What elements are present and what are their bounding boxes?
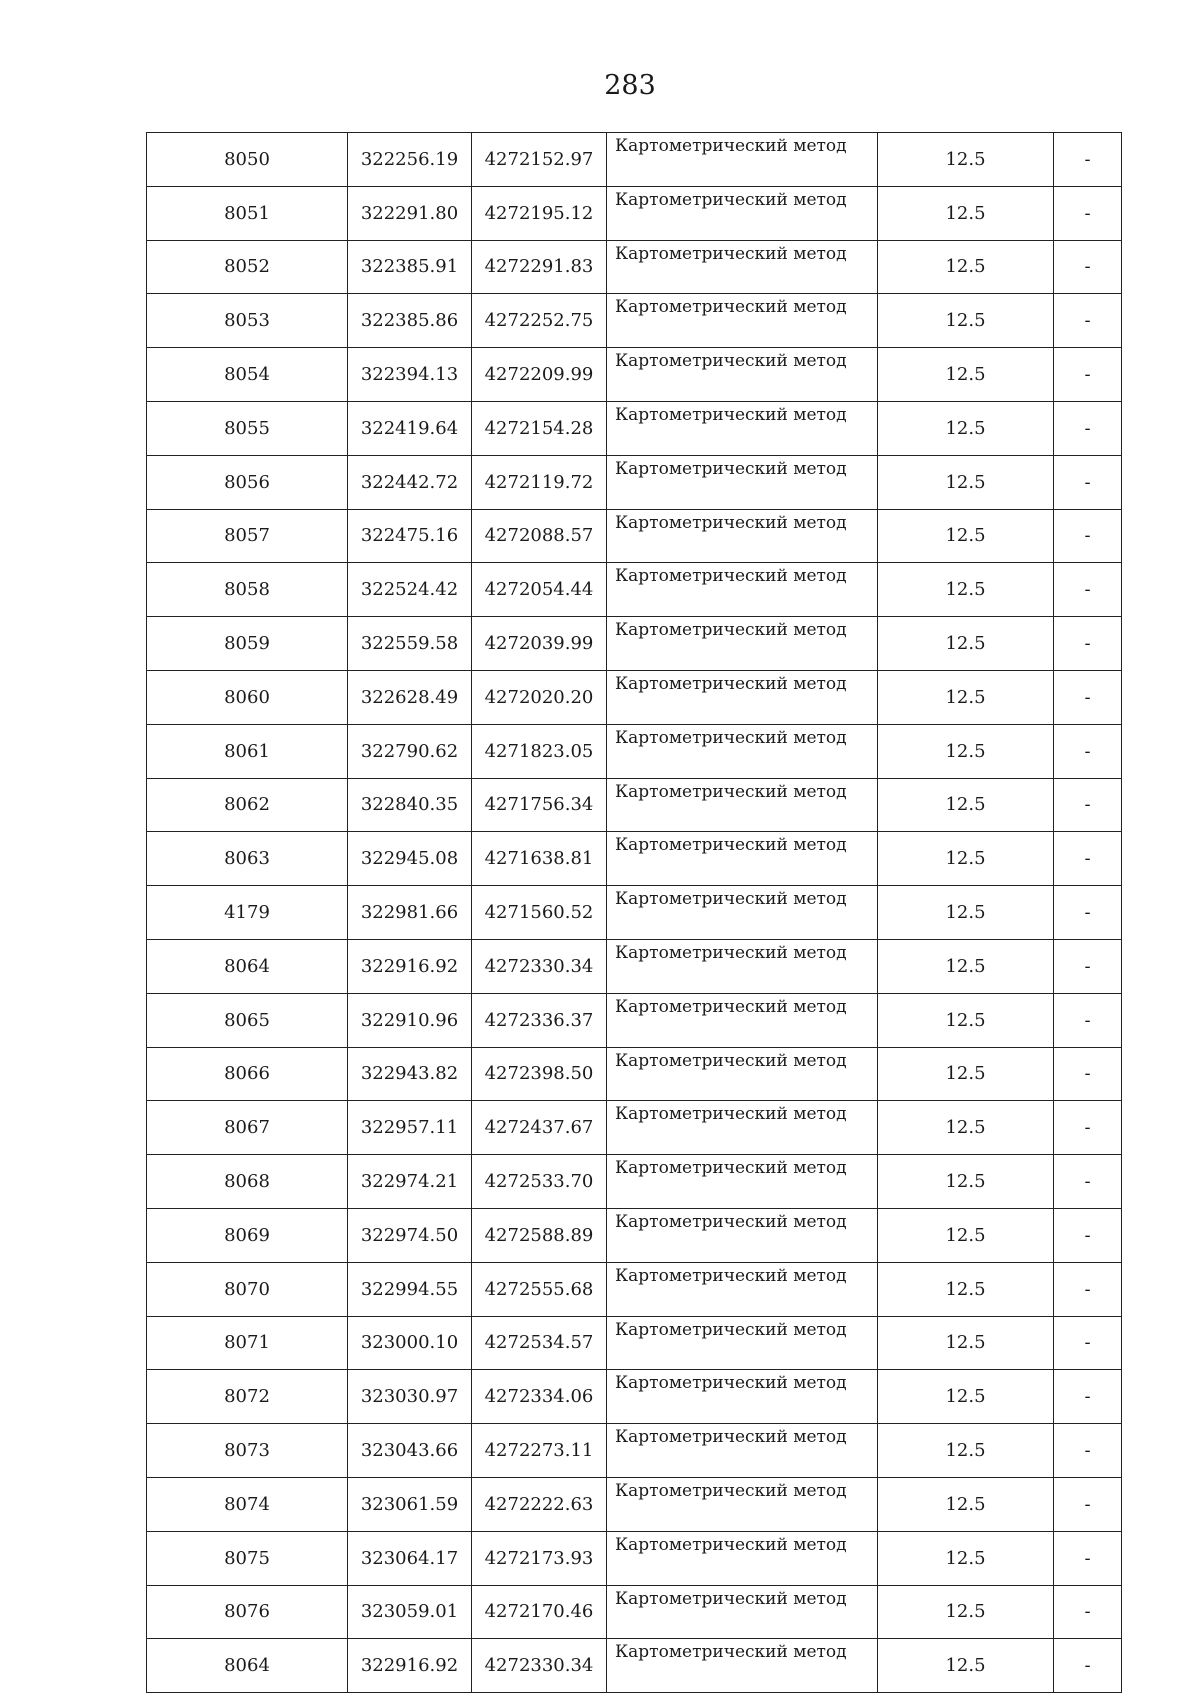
y-coordinate-cell: 4271756.34 [472, 778, 607, 832]
note-cell: - [1054, 294, 1122, 348]
y-coordinate-cell: 4272398.50 [472, 1047, 607, 1101]
y-coordinate-cell: 4272020.20 [472, 670, 607, 724]
table-row [147, 509, 1122, 563]
note-cell: - [1054, 1155, 1122, 1209]
method-cell: Картометрический метод [607, 401, 878, 455]
point-number-cell: 8055 [147, 401, 348, 455]
point-number-cell: 8070 [147, 1262, 348, 1316]
point-number-cell: 8066 [147, 1047, 348, 1101]
accuracy-cell: 12.5 [878, 993, 1054, 1047]
x-coordinate-cell: 322442.72 [348, 455, 472, 509]
x-coordinate-cell: 322916.92 [348, 939, 472, 993]
point-number-cell: 8056 [147, 455, 348, 509]
y-coordinate-cell: 4271823.05 [472, 724, 607, 778]
x-coordinate-cell: 322957.11 [348, 1101, 472, 1155]
y-coordinate-cell: 4271638.81 [472, 832, 607, 886]
x-coordinate-cell: 323061.59 [348, 1477, 472, 1531]
table-row [147, 563, 1122, 617]
y-coordinate-cell: 4272152.97 [472, 133, 607, 187]
note-cell: - [1054, 617, 1122, 671]
point-number-cell: 8057 [147, 509, 348, 563]
point-number-cell: 8062 [147, 778, 348, 832]
note-cell: - [1054, 886, 1122, 940]
y-coordinate-cell: 4272039.99 [472, 617, 607, 671]
point-number-cell: 8050 [147, 133, 348, 187]
y-coordinate-cell: 4272209.99 [472, 348, 607, 402]
point-number-cell: 8067 [147, 1101, 348, 1155]
y-coordinate-cell: 4272291.83 [472, 240, 607, 294]
point-number-cell: 8074 [147, 1477, 348, 1531]
note-cell: - [1054, 1477, 1122, 1531]
method-cell: Картометрический метод [607, 993, 878, 1047]
method-cell: Картометрический метод [607, 1477, 878, 1531]
accuracy-cell: 12.5 [878, 1477, 1054, 1531]
x-coordinate-cell: 322943.82 [348, 1047, 472, 1101]
method-cell: Картометрический метод [607, 294, 878, 348]
table-row [147, 294, 1122, 348]
coordinates-table [146, 132, 1122, 1693]
accuracy-cell: 12.5 [878, 401, 1054, 455]
table-row [147, 348, 1122, 402]
method-cell: Картометрический метод [607, 778, 878, 832]
table-row [147, 1424, 1122, 1478]
accuracy-cell: 12.5 [878, 348, 1054, 402]
accuracy-cell: 12.5 [878, 1262, 1054, 1316]
x-coordinate-cell: 323043.66 [348, 1424, 472, 1478]
y-coordinate-cell: 4272330.34 [472, 939, 607, 993]
point-number-cell: 8068 [147, 1155, 348, 1209]
method-cell: Картометрический метод [607, 1316, 878, 1370]
table-row [147, 886, 1122, 940]
note-cell: - [1054, 778, 1122, 832]
accuracy-cell: 12.5 [878, 886, 1054, 940]
method-cell: Картометрический метод [607, 1639, 878, 1693]
table-row [147, 1155, 1122, 1209]
method-cell: Картометрический метод [607, 509, 878, 563]
note-cell: - [1054, 1101, 1122, 1155]
y-coordinate-cell: 4272534.57 [472, 1316, 607, 1370]
table-row [147, 832, 1122, 886]
table-row [147, 133, 1122, 187]
accuracy-cell: 12.5 [878, 509, 1054, 563]
table-row [147, 401, 1122, 455]
y-coordinate-cell: 4272437.67 [472, 1101, 607, 1155]
method-cell: Картометрический метод [607, 670, 878, 724]
y-coordinate-cell: 4272273.11 [472, 1424, 607, 1478]
table-row [147, 1585, 1122, 1639]
method-cell: Картометрический метод [607, 1531, 878, 1585]
x-coordinate-cell: 322385.91 [348, 240, 472, 294]
method-cell: Картометрический метод [607, 1262, 878, 1316]
table-row [147, 778, 1122, 832]
x-coordinate-cell: 322559.58 [348, 617, 472, 671]
table-row [147, 1370, 1122, 1424]
note-cell: - [1054, 1262, 1122, 1316]
x-coordinate-cell: 323000.10 [348, 1316, 472, 1370]
x-coordinate-cell: 322385.86 [348, 294, 472, 348]
point-number-cell: 8063 [147, 832, 348, 886]
table-row [147, 186, 1122, 240]
method-cell: Картометрический метод [607, 617, 878, 671]
table-row [147, 617, 1122, 671]
accuracy-cell: 12.5 [878, 294, 1054, 348]
method-cell: Картометрический метод [607, 133, 878, 187]
accuracy-cell: 12.5 [878, 1316, 1054, 1370]
x-coordinate-cell: 322628.49 [348, 670, 472, 724]
y-coordinate-cell: 4272173.93 [472, 1531, 607, 1585]
x-coordinate-cell: 323059.01 [348, 1585, 472, 1639]
note-cell: - [1054, 401, 1122, 455]
note-cell: - [1054, 670, 1122, 724]
method-cell: Картометрический метод [607, 724, 878, 778]
note-cell: - [1054, 133, 1122, 187]
method-cell: Картометрический метод [607, 832, 878, 886]
y-coordinate-cell: 4272154.28 [472, 401, 607, 455]
x-coordinate-cell: 322981.66 [348, 886, 472, 940]
note-cell: - [1054, 348, 1122, 402]
accuracy-cell: 12.5 [878, 563, 1054, 617]
note-cell: - [1054, 993, 1122, 1047]
accuracy-cell: 12.5 [878, 186, 1054, 240]
note-cell: - [1054, 939, 1122, 993]
table-row [147, 993, 1122, 1047]
y-coordinate-cell: 4272195.12 [472, 186, 607, 240]
note-cell: - [1054, 1316, 1122, 1370]
accuracy-cell: 12.5 [878, 724, 1054, 778]
table-row [147, 670, 1122, 724]
y-coordinate-cell: 4272533.70 [472, 1155, 607, 1209]
point-number-cell: 8075 [147, 1531, 348, 1585]
point-number-cell: 8073 [147, 1424, 348, 1478]
note-cell: - [1054, 1424, 1122, 1478]
x-coordinate-cell: 322974.50 [348, 1208, 472, 1262]
table-row [147, 240, 1122, 294]
x-coordinate-cell: 322945.08 [348, 832, 472, 886]
note-cell: - [1054, 1370, 1122, 1424]
note-cell: - [1054, 1639, 1122, 1693]
method-cell: Картометрический метод [607, 563, 878, 617]
method-cell: Картометрический метод [607, 1585, 878, 1639]
point-number-cell: 8072 [147, 1370, 348, 1424]
table-row [147, 1208, 1122, 1262]
y-coordinate-cell: 4272334.06 [472, 1370, 607, 1424]
y-coordinate-cell: 4272336.37 [472, 993, 607, 1047]
method-cell: Картометрический метод [607, 1155, 878, 1209]
point-number-cell: 8059 [147, 617, 348, 671]
accuracy-cell: 12.5 [878, 1424, 1054, 1478]
accuracy-cell: 12.5 [878, 455, 1054, 509]
note-cell: - [1054, 240, 1122, 294]
coordinates-table-body [147, 133, 1122, 1693]
table-row [147, 1101, 1122, 1155]
y-coordinate-cell: 4272330.34 [472, 1639, 607, 1693]
point-number-cell: 8060 [147, 670, 348, 724]
accuracy-cell: 12.5 [878, 1639, 1054, 1693]
note-cell: - [1054, 186, 1122, 240]
table-row [147, 1531, 1122, 1585]
method-cell: Картометрический метод [607, 186, 878, 240]
x-coordinate-cell: 322419.64 [348, 401, 472, 455]
accuracy-cell: 12.5 [878, 1155, 1054, 1209]
y-coordinate-cell: 4272119.72 [472, 455, 607, 509]
table-row [147, 1316, 1122, 1370]
y-coordinate-cell: 4271560.52 [472, 886, 607, 940]
accuracy-cell: 12.5 [878, 1531, 1054, 1585]
x-coordinate-cell: 322394.13 [348, 348, 472, 402]
x-coordinate-cell: 322916.92 [348, 1639, 472, 1693]
point-number-cell: 8065 [147, 993, 348, 1047]
x-coordinate-cell: 322910.96 [348, 993, 472, 1047]
page-number: 283 [604, 70, 656, 101]
accuracy-cell: 12.5 [878, 939, 1054, 993]
point-number-cell: 8071 [147, 1316, 348, 1370]
table-row [147, 1477, 1122, 1531]
note-cell: - [1054, 724, 1122, 778]
point-number-cell: 8076 [147, 1585, 348, 1639]
y-coordinate-cell: 4272555.68 [472, 1262, 607, 1316]
note-cell: - [1054, 1531, 1122, 1585]
method-cell: Картометрический метод [607, 1208, 878, 1262]
x-coordinate-cell: 322790.62 [348, 724, 472, 778]
note-cell: - [1054, 455, 1122, 509]
point-number-cell: 8061 [147, 724, 348, 778]
method-cell: Картометрический метод [607, 939, 878, 993]
method-cell: Картометрический метод [607, 1101, 878, 1155]
table-row [147, 1047, 1122, 1101]
accuracy-cell: 12.5 [878, 133, 1054, 187]
point-number-cell: 8064 [147, 1639, 348, 1693]
x-coordinate-cell: 322994.55 [348, 1262, 472, 1316]
accuracy-cell: 12.5 [878, 1370, 1054, 1424]
accuracy-cell: 12.5 [878, 240, 1054, 294]
table-row [147, 455, 1122, 509]
point-number-cell: 8053 [147, 294, 348, 348]
point-number-cell: 8064 [147, 939, 348, 993]
x-coordinate-cell: 323030.97 [348, 1370, 472, 1424]
accuracy-cell: 12.5 [878, 1585, 1054, 1639]
table-row [147, 1639, 1122, 1693]
y-coordinate-cell: 4272170.46 [472, 1585, 607, 1639]
note-cell: - [1054, 1047, 1122, 1101]
y-coordinate-cell: 4272588.89 [472, 1208, 607, 1262]
table-row [147, 1262, 1122, 1316]
note-cell: - [1054, 563, 1122, 617]
point-number-cell: 8058 [147, 563, 348, 617]
x-coordinate-cell: 322840.35 [348, 778, 472, 832]
accuracy-cell: 12.5 [878, 1047, 1054, 1101]
method-cell: Картометрический метод [607, 1370, 878, 1424]
x-coordinate-cell: 322475.16 [348, 509, 472, 563]
accuracy-cell: 12.5 [878, 1208, 1054, 1262]
y-coordinate-cell: 4272088.57 [472, 509, 607, 563]
y-coordinate-cell: 4272252.75 [472, 294, 607, 348]
accuracy-cell: 12.5 [878, 1101, 1054, 1155]
accuracy-cell: 12.5 [878, 832, 1054, 886]
accuracy-cell: 12.5 [878, 617, 1054, 671]
method-cell: Картометрический метод [607, 886, 878, 940]
method-cell: Картометрический метод [607, 1424, 878, 1478]
method-cell: Картометрический метод [607, 1047, 878, 1101]
note-cell: - [1054, 1208, 1122, 1262]
x-coordinate-cell: 322256.19 [348, 133, 472, 187]
note-cell: - [1054, 509, 1122, 563]
table-row [147, 939, 1122, 993]
method-cell: Картометрический метод [607, 240, 878, 294]
note-cell: - [1054, 832, 1122, 886]
point-number-cell: 8052 [147, 240, 348, 294]
point-number-cell: 8051 [147, 186, 348, 240]
x-coordinate-cell: 322291.80 [348, 186, 472, 240]
x-coordinate-cell: 322974.21 [348, 1155, 472, 1209]
table-row [147, 724, 1122, 778]
y-coordinate-cell: 4272054.44 [472, 563, 607, 617]
point-number-cell: 8054 [147, 348, 348, 402]
x-coordinate-cell: 323064.17 [348, 1531, 472, 1585]
point-number-cell: 4179 [147, 886, 348, 940]
x-coordinate-cell: 322524.42 [348, 563, 472, 617]
point-number-cell: 8069 [147, 1208, 348, 1262]
y-coordinate-cell: 4272222.63 [472, 1477, 607, 1531]
accuracy-cell: 12.5 [878, 778, 1054, 832]
accuracy-cell: 12.5 [878, 670, 1054, 724]
note-cell: - [1054, 1585, 1122, 1639]
method-cell: Картометрический метод [607, 348, 878, 402]
method-cell: Картометрический метод [607, 455, 878, 509]
